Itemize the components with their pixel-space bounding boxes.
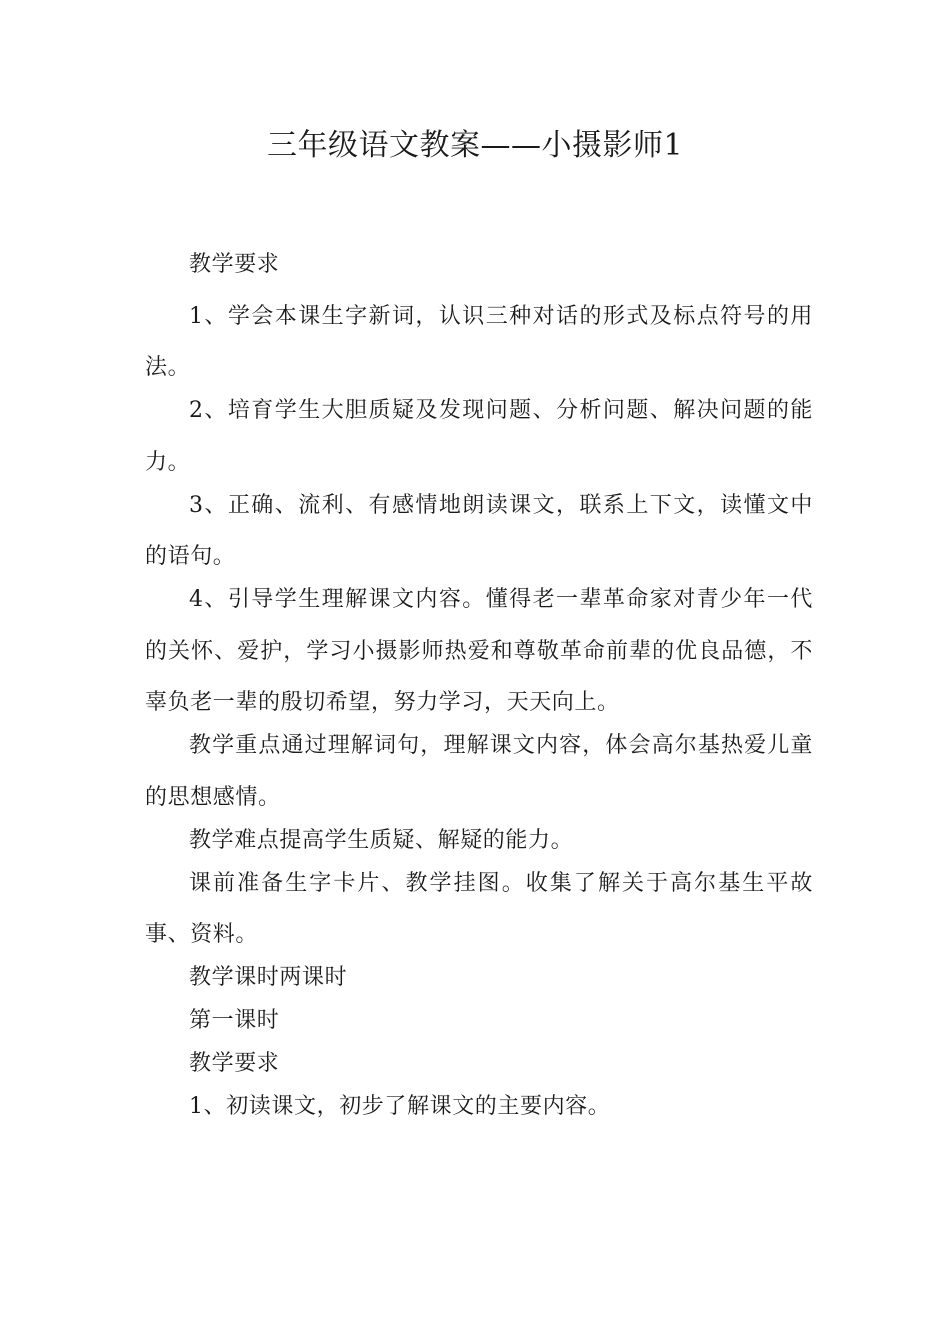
paragraph-teaching-difficulty: 教学难点提高学生质疑、解疑的能力。 bbox=[189, 827, 574, 853]
paragraph-requirement-3: 3、正确、流利、有感情地朗读课文，联系上下文，读懂文中的语句。 bbox=[145, 492, 813, 569]
paragraph-requirement-1: 1、学会本课生字新词，认识三种对话的形式及标点符号的用法。 bbox=[145, 303, 813, 380]
paragraph-requirement-2: 2、培育学生大胆质疑及发现问题、分析问题、解决问题的能力。 bbox=[145, 398, 813, 475]
document-title: 三年级语文教案——小摄影师1 bbox=[266, 128, 684, 163]
paragraph-teaching-focus: 教学重点通过理解词句，理解课文内容，体会高尔基热爱儿童的思想感情。 bbox=[145, 733, 813, 810]
paragraph-class-hours: 教学课时两课时 bbox=[189, 965, 348, 990]
paragraph-requirement-4: 4、引导学生理解课文内容。懂得老一辈革命家对青少年一代的关怀、爱护，学习小摄影师热爱和尊敬革命前辈的优良品德，不辜负老一辈的殷切希望，努力学习，天天向上。 bbox=[145, 587, 813, 715]
document-body bbox=[145, 248, 813, 1133]
paragraph-lesson-requirement-1: 1、初读课文，初步了解课文的主要内容。 bbox=[189, 1094, 611, 1119]
paragraph-preparation: 课前准备生字卡片、教学挂图。收集了解关于高尔基生平故事、资料。 bbox=[145, 870, 813, 947]
paragraph-first-lesson: 第一课时 bbox=[189, 1008, 280, 1033]
paragraph-teaching-requirements: 教学要求 bbox=[189, 252, 280, 277]
paragraph-teaching-requirements-2: 教学要求 bbox=[189, 1051, 280, 1076]
